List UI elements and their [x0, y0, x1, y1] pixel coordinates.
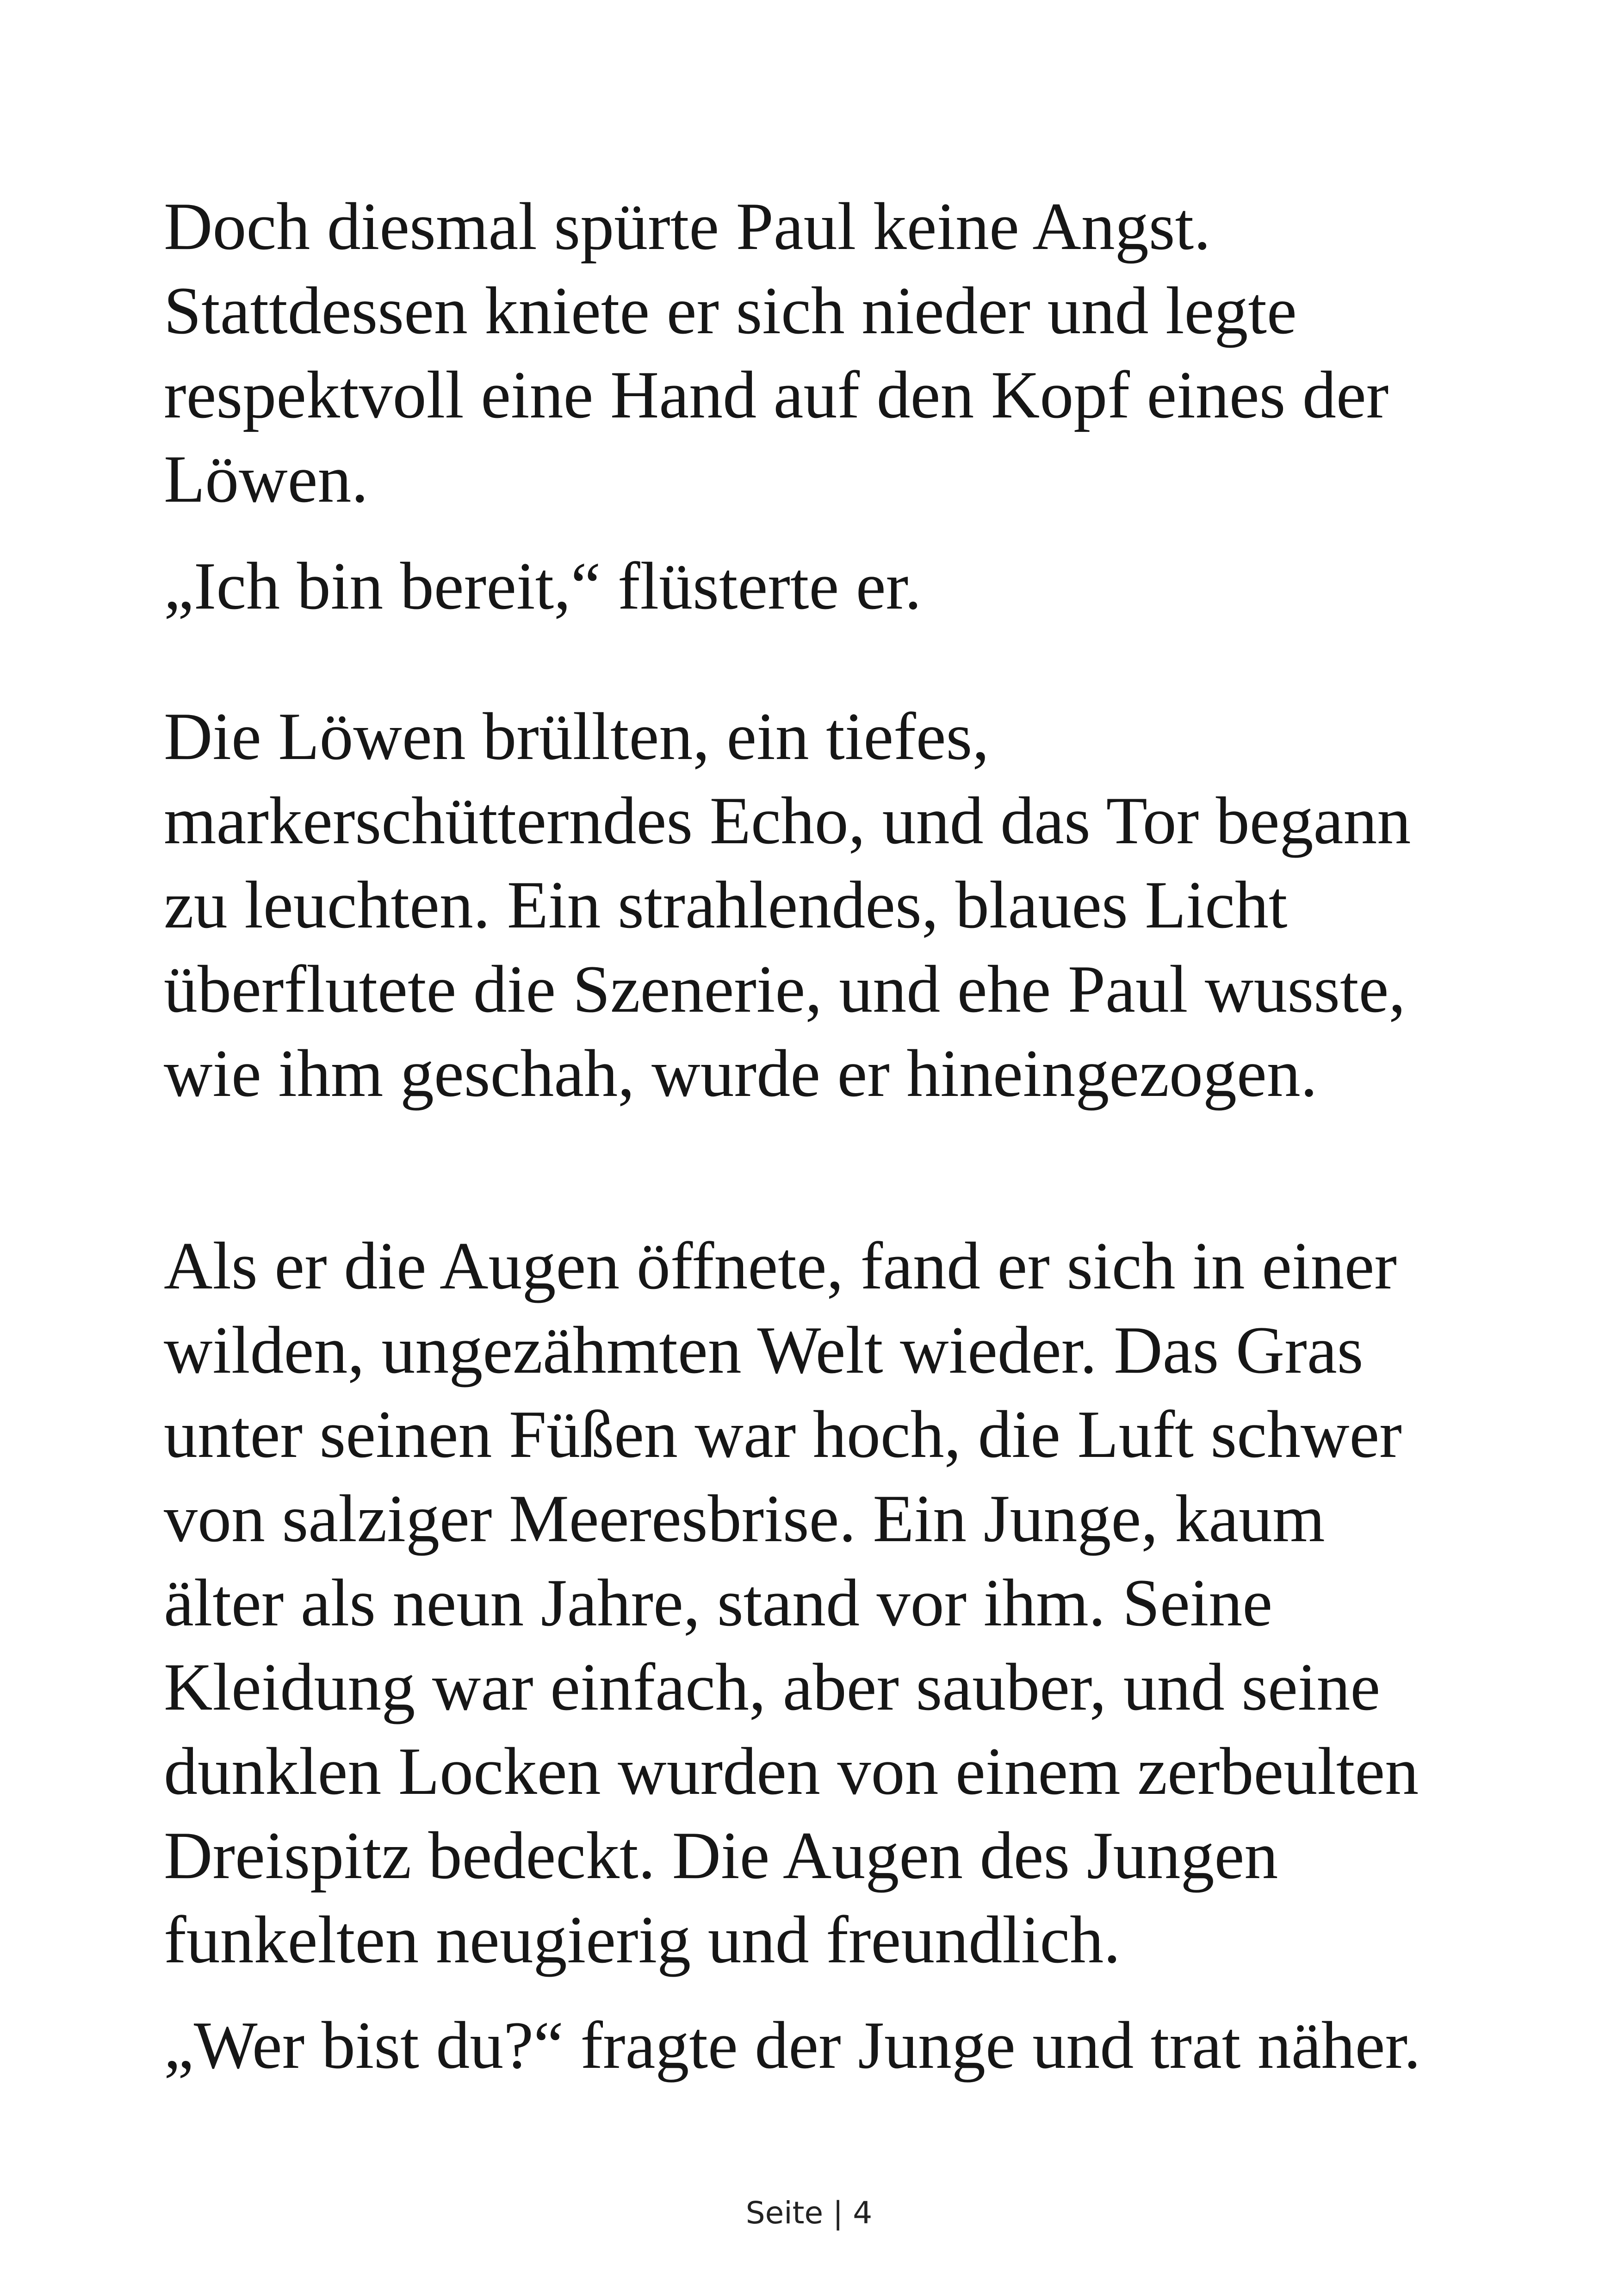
- text-line: unter seinen Füßen war hoch, die Luft schwer: [164, 1397, 1402, 1472]
- text-line: markerschütterndes Echo, und das Tor begann: [164, 783, 1411, 858]
- paragraph-3: [164, 694, 1487, 1115]
- text-line: Als er die Augen öffnete, fand er sich in einer: [164, 1228, 1397, 1303]
- text-line: Die Löwen brüllten, ein tiefes,: [164, 699, 989, 774]
- text-line: wilden, ungezähmten Welt wieder. Das Gras: [164, 1313, 1364, 1388]
- text-line: von salziger Meeresbrise. Ein Junge, kaum: [164, 1481, 1325, 1556]
- text-line: dunklen Locken wurden von einem zerbeulten: [164, 1734, 1419, 1809]
- text-line: „Wer bist du?“ fragte der Junge und trat näher.: [164, 2008, 1421, 2083]
- text-line: Dreispitz bedeckt. Die Augen des Jungen: [164, 1818, 1278, 1893]
- text-line: Löwen.: [164, 442, 368, 516]
- text-line: „Ich bin bereit,“ flüsterte er.: [164, 548, 922, 623]
- text-line: Stattdessen kniete er sich nieder und legte: [164, 273, 1297, 348]
- page-number-footer: Seite | 4: [745, 2195, 873, 2231]
- paragraph-5: [164, 2003, 1487, 2087]
- text-line: älter als neun Jahre, stand vor ihm. Seine: [164, 1565, 1273, 1640]
- text-line: Kleidung war einfach, aber sauber, und seine: [164, 1649, 1381, 1724]
- text-line: funkelten neugierig und freundlich.: [164, 1902, 1121, 1977]
- paragraph-4: [164, 1224, 1487, 1982]
- text-line: Doch diesmal spürte Paul keine Angst.: [164, 189, 1211, 264]
- text-line: überflutete die Szenerie, und ehe Paul wusste,: [164, 952, 1406, 1027]
- paragraph-2: [164, 544, 1487, 628]
- text-line: zu leuchten. Ein strahlendes, blaues Licht: [164, 867, 1288, 942]
- paragraph-1: [164, 184, 1487, 521]
- text-line: wie ihm geschah, wurde er hineingezogen.: [164, 1036, 1318, 1111]
- text-line: respektvoll eine Hand auf den Kopf eines der: [164, 357, 1389, 432]
